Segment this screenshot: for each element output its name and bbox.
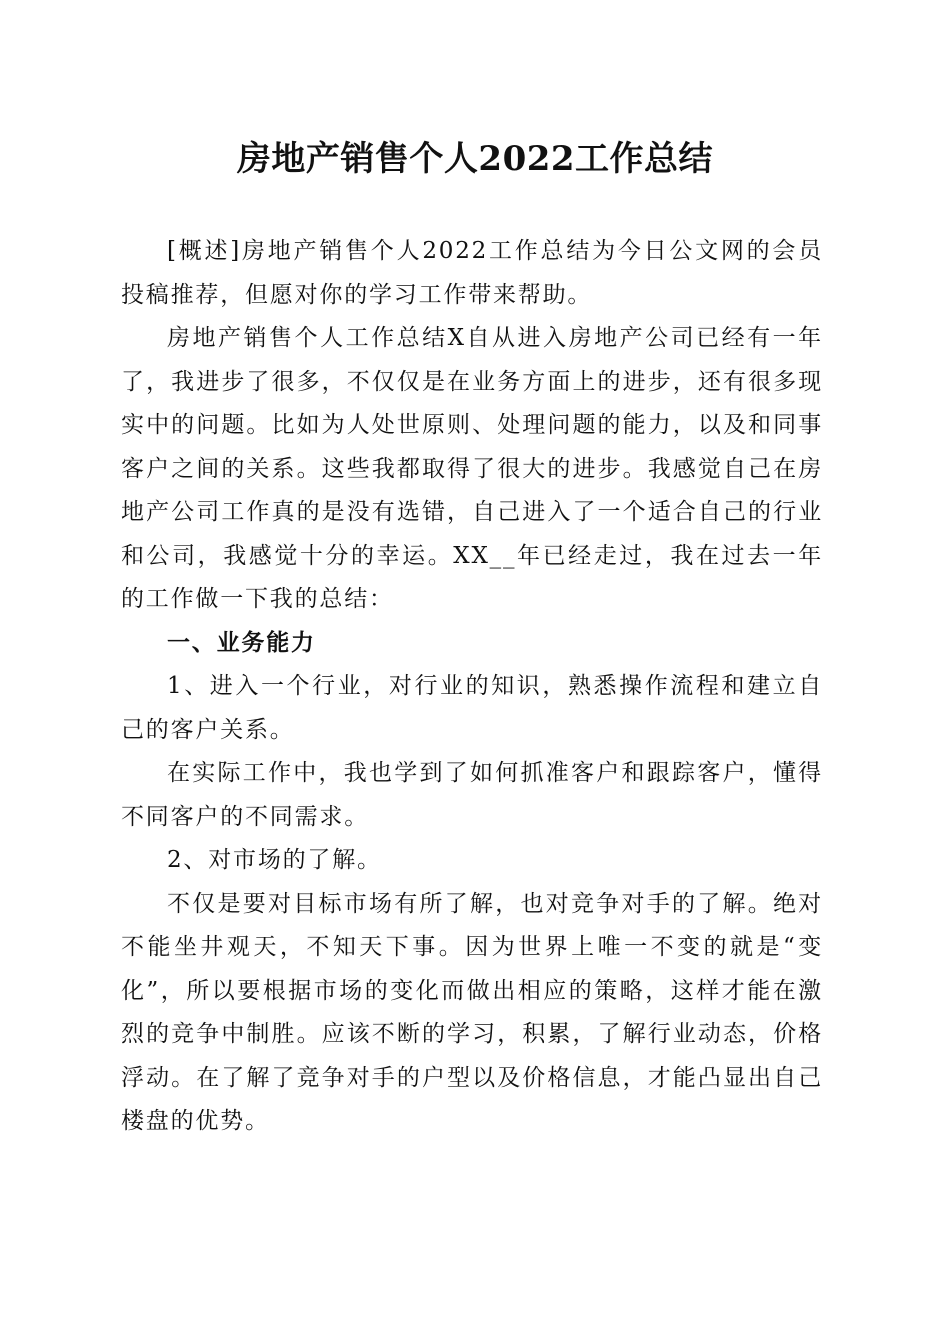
customer-tracking-paragraph: 在实际工作中，我也学到了如何抓准客户和跟踪客户，懂得不同客户的不同需求。	[121, 760, 823, 830]
summary-paragraph: [概述]房地产销售个人2022工作总结为今日公文网的会员投稿推荐，但愿对你的学习工作带来帮助。	[121, 238, 823, 308]
section-heading-business-ability: 一、业务能力	[167, 629, 316, 656]
point-2-paragraph: 2、对市场的了解。	[167, 847, 382, 873]
market-understanding-paragraph: 不仅是要对目标市场有所了解，也对竞争对手的了解。绝对不能坐井观天，不知天下事。因为世界上唯一不变的就是“变化”，所以要根据市场的变化而做出相应的策略，这样才能在激烈的竞争中制胜。应该不断的学习，积累，了解行业动态，价格浮动。在了解了竞争对手的户型以及价格信息，才能凸显出自己楼盘的优势。	[121, 890, 823, 1134]
point-1-paragraph: 1、进入一个行业，对行业的知识，熟悉操作流程和建立自己的客户关系。	[121, 673, 823, 743]
document-title: 房地产销售个人2022工作总结	[236, 139, 714, 179]
document-body	[121, 230, 823, 1144]
intro-paragraph: 房地产销售个人工作总结X自从进入房地产公司已经有一年了，我进步了很多，不仅仅是在业务方面上的进步，还有很多现实中的问题。比如为人处世原则、处理问题的能力，以及和同事客户之间的关系。这些我都取得了很大的进步。我感觉自己在房地产公司工作真的是没有选错，自己进入了一个适合自己的行业和公司，我感觉十分的幸运。XX__年已经走过，我在过去一年的工作做一下我的总结：	[121, 325, 823, 612]
